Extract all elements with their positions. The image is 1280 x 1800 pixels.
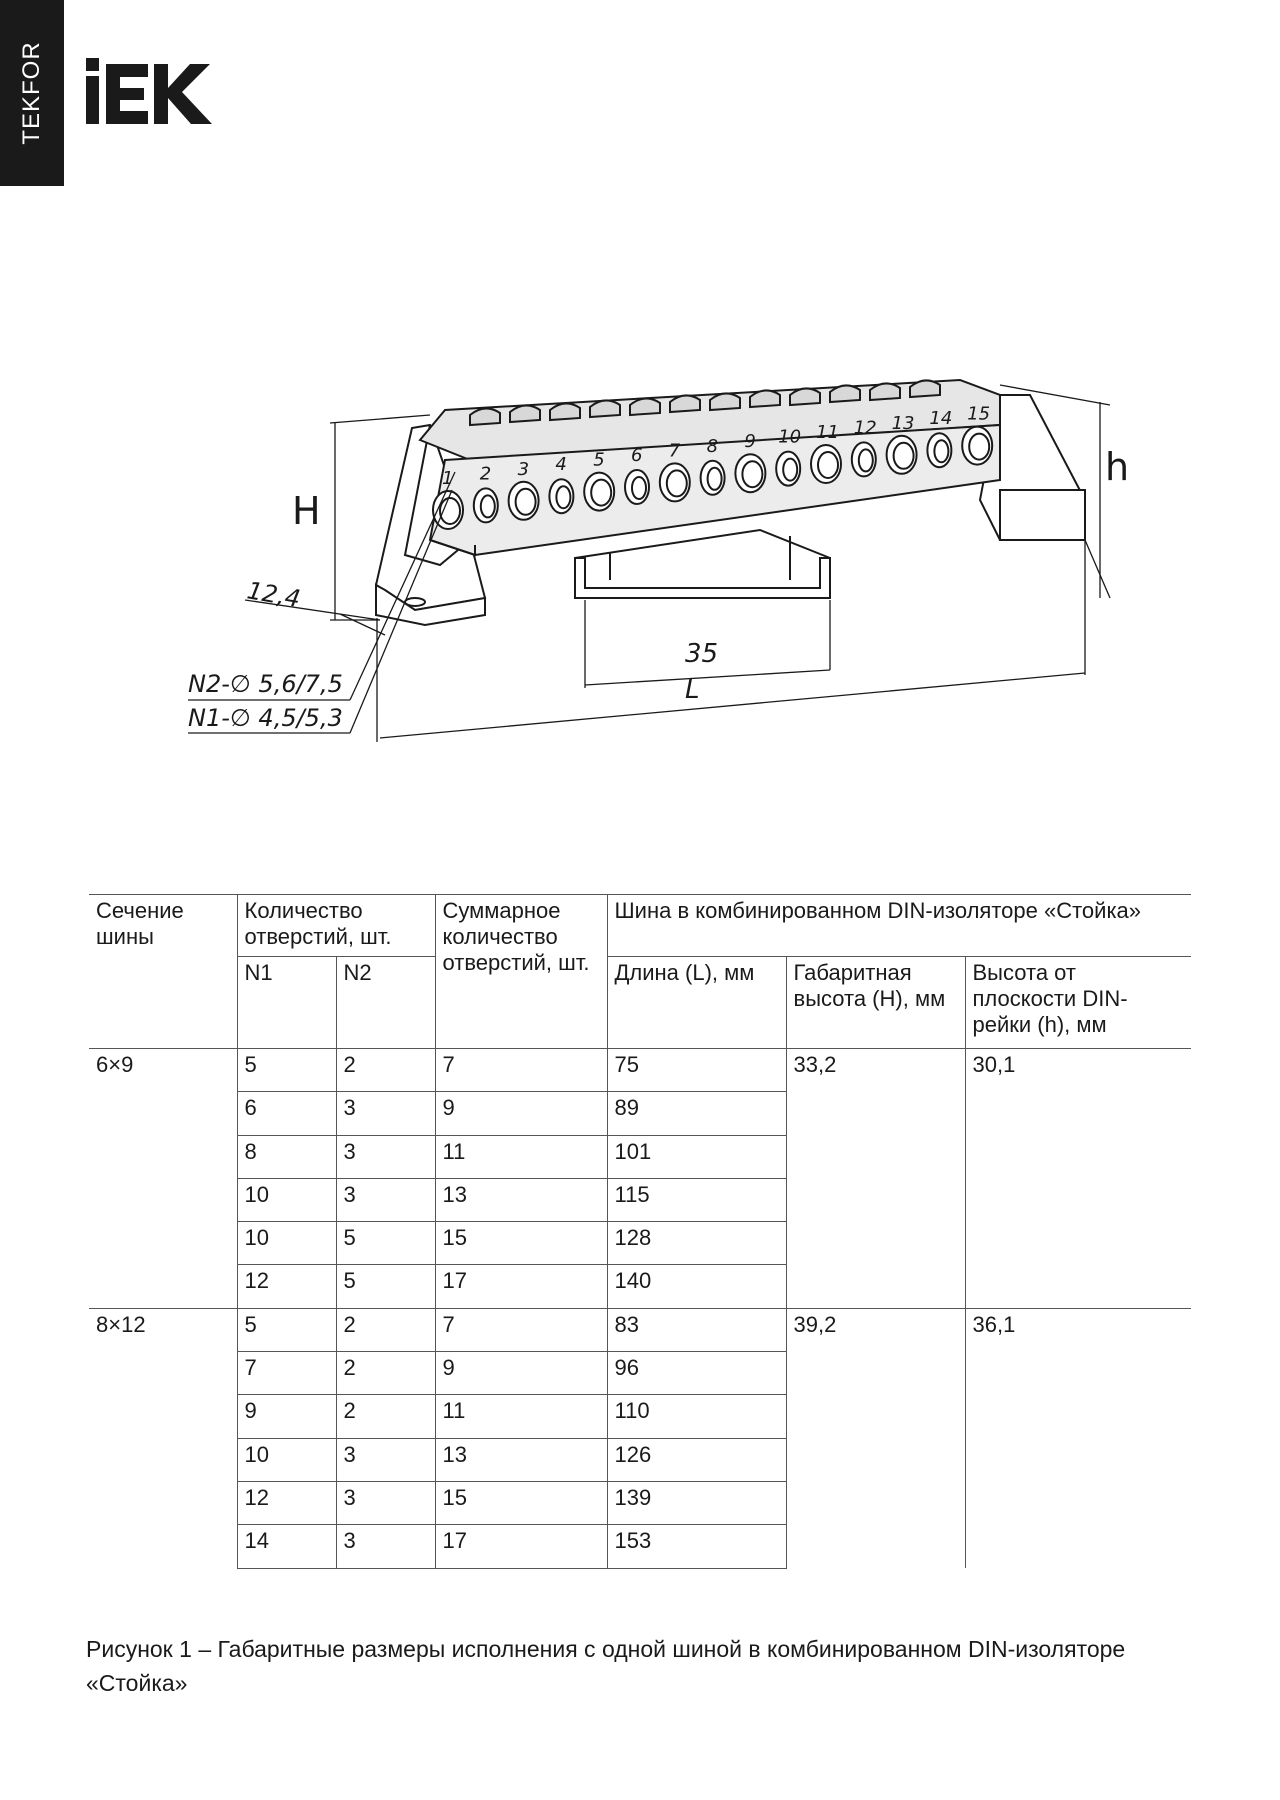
brand-tab xyxy=(0,0,64,186)
dim-35: 35 xyxy=(685,639,719,669)
figure-caption: Рисунок 1 – Габаритные размеры исполнения с одной шиной в комбинированном DIN-изоляторе «Стойка» xyxy=(86,1636,1126,1696)
cell-length: 153 xyxy=(607,1525,786,1568)
cell-n1: 12 xyxy=(237,1265,336,1308)
din-rail xyxy=(575,530,830,598)
cell-total: 17 xyxy=(435,1265,607,1308)
cell-n1: 12 xyxy=(237,1481,336,1524)
cell-length: 140 xyxy=(607,1265,786,1308)
header-height: Габаритная высота (H), мм xyxy=(786,957,965,1049)
cell-total: 11 xyxy=(435,1395,607,1438)
cell-length: 75 xyxy=(607,1049,786,1092)
cell-total: 15 xyxy=(435,1481,607,1524)
cell-height: 39,2 xyxy=(786,1308,965,1568)
table-row xyxy=(89,1308,1191,1351)
bus-bar-drawing xyxy=(180,340,1130,760)
cell-n1: 10 xyxy=(237,1222,336,1265)
cell-length: 89 xyxy=(607,1092,786,1135)
spec-table xyxy=(89,894,1191,1569)
cell-n2: 5 xyxy=(336,1265,435,1308)
cell-length: 126 xyxy=(607,1438,786,1481)
cell-n2: 3 xyxy=(336,1481,435,1524)
dim-width: 12,4 xyxy=(244,576,303,614)
header-holes: Количество отверстий, шт. xyxy=(237,895,435,957)
hole-number: 14 xyxy=(929,408,953,430)
cell-din-height: 36,1 xyxy=(965,1308,1191,1568)
hole-number: 4 xyxy=(555,454,567,476)
cell-total: 7 xyxy=(435,1049,607,1092)
table-row xyxy=(89,1049,1191,1092)
cell-n1: 8 xyxy=(237,1135,336,1178)
cell-total: 13 xyxy=(435,1438,607,1481)
hole-number: 7 xyxy=(668,440,681,462)
cell-height: 33,2 xyxy=(786,1049,965,1309)
cell-total: 13 xyxy=(435,1178,607,1221)
hole-number: 2 xyxy=(479,463,492,485)
hole-number: 6 xyxy=(631,445,643,466)
hole-number: 13 xyxy=(891,412,915,434)
hole-number: 15 xyxy=(967,403,991,425)
cell-n2: 3 xyxy=(336,1135,435,1178)
cell-length: 128 xyxy=(607,1222,786,1265)
brand-tab-text: TEKFOR xyxy=(18,41,45,145)
cell-total: 17 xyxy=(435,1525,607,1568)
hole-number: 10 xyxy=(778,426,802,448)
cell-n1: 10 xyxy=(237,1178,336,1221)
cell-length: 83 xyxy=(607,1308,786,1351)
cell-n1: 5 xyxy=(237,1308,336,1351)
cell-n2: 3 xyxy=(336,1092,435,1135)
cell-n2: 2 xyxy=(336,1352,435,1395)
iek-logo xyxy=(86,58,214,124)
cell-section: 8×12 xyxy=(89,1308,237,1568)
hole-number: 8 xyxy=(706,435,719,457)
cell-din-height: 30,1 xyxy=(965,1049,1191,1309)
cell-n2: 2 xyxy=(336,1049,435,1092)
header-total: Суммарное количество отверстий, шт. xyxy=(435,895,607,1049)
header-length: Длина (L), мм xyxy=(607,957,786,1049)
cell-total: 15 xyxy=(435,1222,607,1265)
n2-hole-label: N2-∅ 5,6/7,5 xyxy=(188,670,343,698)
header-n1: N1 xyxy=(237,957,336,1049)
cell-total: 7 xyxy=(435,1308,607,1351)
cell-total: 9 xyxy=(435,1352,607,1395)
hole-number: 1 xyxy=(442,468,454,489)
header-bus: Шина в комбинированном DIN-изоляторе «Стойка» xyxy=(607,895,1191,957)
dim-label-H: H xyxy=(292,489,321,533)
cell-n2: 3 xyxy=(336,1178,435,1221)
header-section: Сечение шины xyxy=(89,895,237,1049)
hole-number: 12 xyxy=(853,417,877,439)
cell-n2: 5 xyxy=(336,1222,435,1265)
cell-n2: 3 xyxy=(336,1525,435,1568)
cell-length: 101 xyxy=(607,1135,786,1178)
cell-n1: 5 xyxy=(237,1049,336,1092)
cell-n1: 7 xyxy=(237,1352,336,1395)
hole-number: 9 xyxy=(744,431,756,453)
cell-n2: 2 xyxy=(336,1308,435,1351)
dim-label-h: h xyxy=(1105,445,1130,489)
cell-length: 139 xyxy=(607,1481,786,1524)
cell-n1: 6 xyxy=(237,1092,336,1135)
cell-total: 9 xyxy=(435,1092,607,1135)
cell-n1: 10 xyxy=(237,1438,336,1481)
cell-n1: 14 xyxy=(237,1525,336,1568)
hole-number: 3 xyxy=(517,458,530,480)
cell-section: 6×9 xyxy=(89,1049,237,1309)
header-din: Высота от плоскости DIN-рейки (h), мм xyxy=(965,957,1191,1049)
cell-n1: 9 xyxy=(237,1395,336,1438)
cell-n2: 3 xyxy=(336,1438,435,1481)
cell-n2: 2 xyxy=(336,1395,435,1438)
hole-number: 5 xyxy=(593,449,605,471)
cell-total: 11 xyxy=(435,1135,607,1178)
header-n2: N2 xyxy=(336,957,435,1049)
dim-L: L xyxy=(685,675,700,705)
cell-length: 96 xyxy=(607,1352,786,1395)
hole-number: 11 xyxy=(816,422,839,443)
cell-length: 110 xyxy=(607,1395,786,1438)
n1-hole-label: N1-∅ 4,5/5,3 xyxy=(188,704,343,732)
cell-length: 115 xyxy=(607,1178,786,1221)
